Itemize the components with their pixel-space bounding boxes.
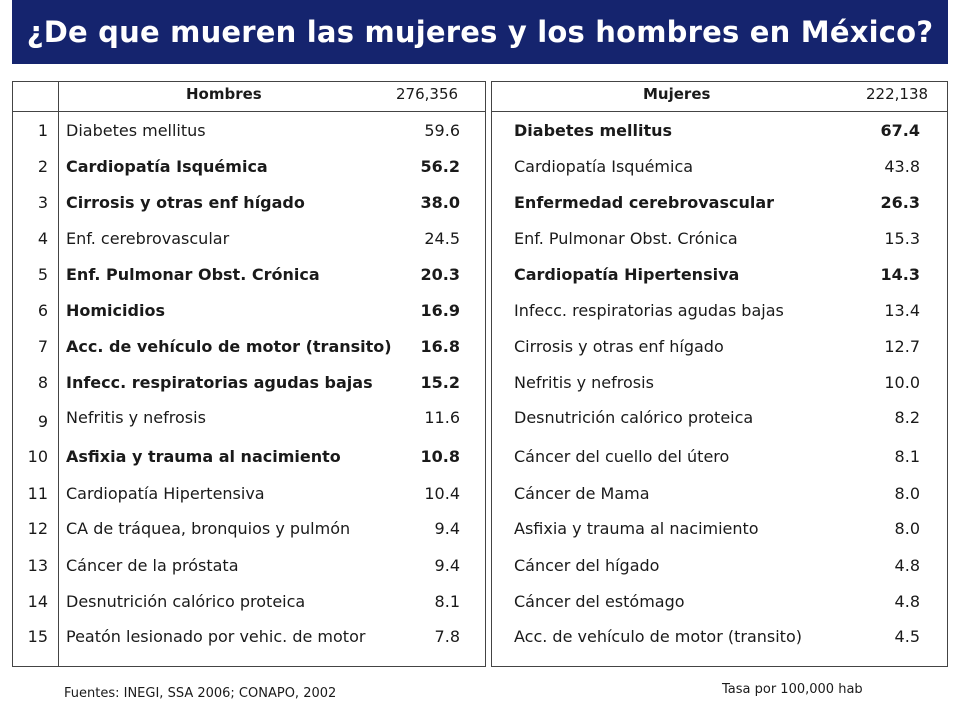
men-rate: 10.4 xyxy=(424,484,460,503)
rank-number: 8 xyxy=(37,373,48,392)
men-rate: 16.8 xyxy=(420,337,460,356)
women-rate: 12.7 xyxy=(884,337,920,356)
men-header-label: Hombres xyxy=(186,85,262,103)
men-rate: 59.6 xyxy=(424,121,460,140)
women-rate: 4.8 xyxy=(894,556,920,575)
women-rate: 67.4 xyxy=(880,121,920,140)
rate-note: Tasa por 100,000 hab xyxy=(722,682,863,697)
men-cause: Peatón lesionado por vehic. de motor xyxy=(66,627,366,646)
women-cause: Asfixia y trauma al nacimiento xyxy=(514,519,759,538)
men-rate: 9.4 xyxy=(434,519,460,538)
men-cause: Acc. de vehículo de motor (transito) xyxy=(66,337,392,356)
men-rate: 8.1 xyxy=(434,592,460,611)
women-cause: Cardiopatía Hipertensiva xyxy=(514,265,740,284)
rank-number: 7 xyxy=(37,337,48,356)
women-cause: Diabetes mellitus xyxy=(514,121,672,140)
women-header-label: Mujeres xyxy=(643,85,711,103)
men-header-divider xyxy=(12,111,486,112)
women-rate: 4.8 xyxy=(894,592,920,611)
women-cause: Cáncer del estómago xyxy=(514,592,685,611)
rank-number: 1 xyxy=(37,121,48,140)
rank-number: 15 xyxy=(27,627,48,646)
women-rate: 8.1 xyxy=(894,447,920,466)
women-cause: Cardiopatía Isquémica xyxy=(514,157,694,176)
women-rate: 14.3 xyxy=(880,265,920,284)
women-rate: 15.3 xyxy=(884,229,920,248)
page-title: ¿De que mueren las mujeres y los hombres en México? xyxy=(26,15,934,49)
women-cause: Cáncer de Mama xyxy=(514,484,650,503)
women-rate: 43.8 xyxy=(884,157,920,176)
men-rate: 20.3 xyxy=(420,265,460,284)
women-header-divider xyxy=(491,111,948,112)
men-cause: Cirrosis y otras enf hígado xyxy=(66,193,305,212)
women-rate: 10.0 xyxy=(884,373,920,392)
rank-number: 11 xyxy=(27,484,48,503)
rank-number: 2 xyxy=(37,157,48,176)
men-rate: 56.2 xyxy=(420,157,460,176)
women-total: 222,138 xyxy=(866,85,929,103)
rank-number: 10 xyxy=(27,447,48,466)
women-cause: Enfermedad cerebrovascular xyxy=(514,193,775,212)
men-rate: 11.6 xyxy=(424,408,460,427)
women-cause: Acc. de vehículo de motor (transito) xyxy=(514,627,802,646)
women-cause: Cáncer del cuello del útero xyxy=(514,447,730,466)
men-rate: 24.5 xyxy=(424,229,460,248)
rank-number: 9 xyxy=(37,412,48,431)
women-rate: 8.2 xyxy=(894,408,920,427)
rank-number: 14 xyxy=(27,592,48,611)
men-cause: Homicidios xyxy=(66,301,165,320)
men-cause: Cardiopatía Isquémica xyxy=(66,157,268,176)
men-total: 276,356 xyxy=(396,85,459,103)
men-rate: 15.2 xyxy=(420,373,460,392)
men-cause: Nefritis y nefrosis xyxy=(66,408,206,427)
women-rate: 13.4 xyxy=(884,301,920,320)
women-cause: Cirrosis y otras enf hígado xyxy=(514,337,724,356)
men-rate: 38.0 xyxy=(420,193,460,212)
rank-number: 4 xyxy=(37,229,48,248)
men-cause: Enf. Pulmonar Obst. Crónica xyxy=(66,265,320,284)
sources-note: Fuentes: INEGI, SSA 2006; CONAPO, 2002 xyxy=(64,686,337,701)
rank-number: 5 xyxy=(37,265,48,284)
women-cause: Desnutrición calórico proteica xyxy=(514,408,754,427)
rank-number: 12 xyxy=(27,519,48,538)
men-cause: Diabetes mellitus xyxy=(66,121,206,140)
women-rate: 26.3 xyxy=(880,193,920,212)
men-cause: Cáncer de la próstata xyxy=(66,556,239,575)
men-cause: Infecc. respiratorias agudas bajas xyxy=(66,373,373,392)
title-bar xyxy=(12,0,948,64)
men-cause: Desnutrición calórico proteica xyxy=(66,592,306,611)
men-cause: Cardiopatía Hipertensiva xyxy=(66,484,265,503)
rank-column-divider xyxy=(58,81,59,667)
rank-number: 6 xyxy=(37,301,48,320)
rank-number: 3 xyxy=(37,193,48,212)
men-rate: 9.4 xyxy=(434,556,460,575)
men-rate: 16.9 xyxy=(420,301,460,320)
women-cause: Enf. Pulmonar Obst. Crónica xyxy=(514,229,738,248)
men-cause: Enf. cerebrovascular xyxy=(66,229,230,248)
men-rate: 10.8 xyxy=(420,447,460,466)
women-cause: Nefritis y nefrosis xyxy=(514,373,654,392)
women-rate: 8.0 xyxy=(894,519,920,538)
men-cause: Asfixia y trauma al nacimiento xyxy=(66,447,341,466)
women-rate: 4.5 xyxy=(894,627,920,646)
men-cause: CA de tráquea, bronquios y pulmón xyxy=(66,519,351,538)
women-cause: Infecc. respiratorias agudas bajas xyxy=(514,301,784,320)
women-rate: 8.0 xyxy=(894,484,920,503)
men-rate: 7.8 xyxy=(434,627,460,646)
women-cause: Cáncer del hígado xyxy=(514,556,660,575)
rank-number: 13 xyxy=(27,556,48,575)
